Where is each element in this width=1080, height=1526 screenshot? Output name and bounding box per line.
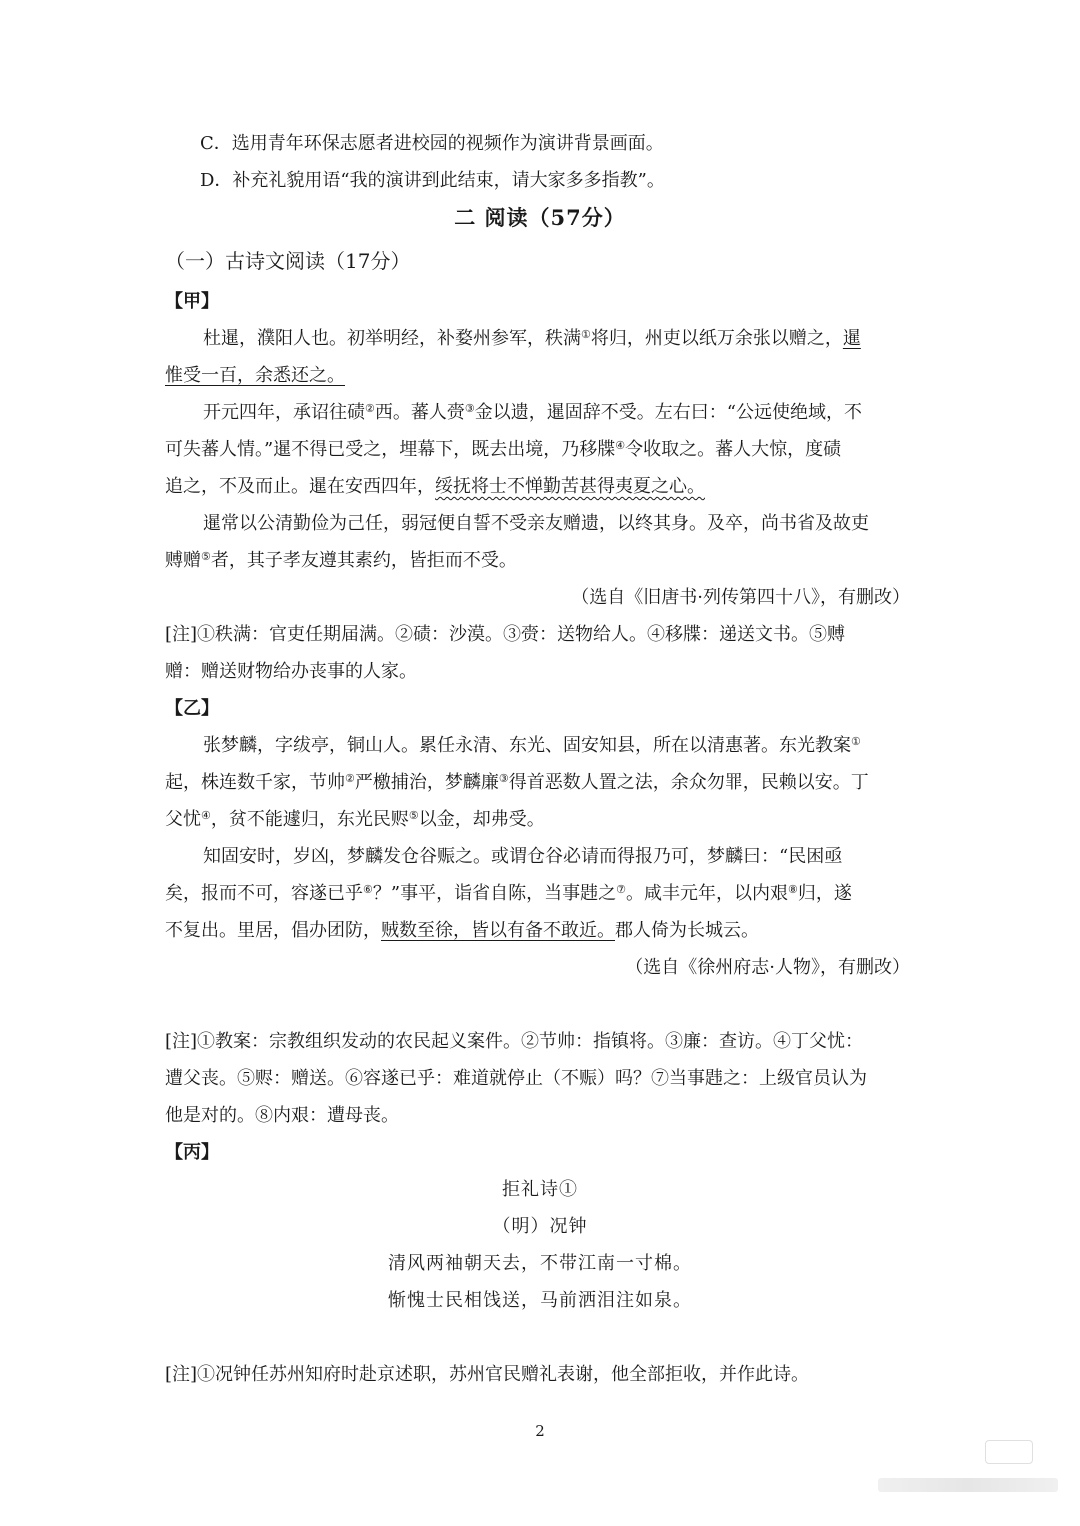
underlined-sentence: 暹 xyxy=(842,328,861,349)
poem-line-2: 惭愧士民相饯送，马前洒泪注如泉。 xyxy=(388,1290,692,1311)
page-number: 2 xyxy=(535,1422,545,1440)
footnote-mark: ⑤ xyxy=(408,809,419,822)
yi-paragraph-1-line-2: 起，株连数千家，节帅②严檄捕治，梦麟廉③得首恶数人置之法，余众勿罪，民赖以安。丁 xyxy=(165,772,869,793)
section-title: 二 阅读（57分） xyxy=(454,205,626,230)
yi-source: （选自《徐州府志·人物》，有删改） xyxy=(625,957,910,978)
yi-paragraph-2-line-1: 知固安时，岁凶，梦麟发仓谷赈之。或谓仓谷必请而得报乃可，梦麟曰：“民困亟 xyxy=(203,846,843,867)
jia-source: （选自《旧唐书·列传第四十八》，有删改） xyxy=(571,587,910,608)
bing-note: [注]①况钟任苏州知府时赴京述职，苏州官民赠礼表谢，他全部拒收，并作此诗。 xyxy=(165,1364,810,1385)
poem-title: 拒礼诗① xyxy=(502,1179,578,1200)
passage-yi-label: 【乙】 xyxy=(165,698,219,719)
option-c: C．选用青年环保志愿者进校园的视频作为演讲背景画面。 xyxy=(200,133,664,154)
yi-paragraph-1-line-3: 父忧④，贫不能遽归，东光民赆⑤以金，却弗受。 xyxy=(165,809,545,830)
underlined-sentence: 惟受一百，余悉还之。 xyxy=(165,365,345,386)
subsection-title: （一）古诗文阅读（17分） xyxy=(165,249,411,273)
option-d: D．补充礼貌用语“我的演讲到此结束，请大家多多指教”。 xyxy=(200,170,665,191)
footnote-mark: ④ xyxy=(201,809,211,822)
underlined-sentence: 绥抚将士不惮勤苦甚得夷夏之心。 xyxy=(435,476,705,497)
footnote-mark: ⑧ xyxy=(787,883,798,896)
jia-paragraph-2-line-2: 可失蕃人情。”暹不得已受之，埋幕下，既去出境，乃移牒④令收取之。蕃人大惊，度碛 xyxy=(165,439,842,460)
footnote-mark: ① xyxy=(851,735,861,748)
yi-paragraph-2-line-2: 矣，报而不可，容遂已乎⑥？”事平，诣省自陈，当事韪之⑦。咸丰元年，以内艰⑧归，遂 xyxy=(165,883,852,904)
footnote-mark: ④ xyxy=(615,439,626,452)
jia-paragraph-1-line-2 xyxy=(165,363,345,389)
jia-note-line-2: 赠：赠送财物给办丧事的人家。 xyxy=(165,661,417,682)
jia-paragraph-3-line-1: 暹常以公清勤俭为己任，弱冠便自誓不受亲友赠遗，以终其身。及卒，尚书省及故吏 xyxy=(203,513,869,534)
footnote-mark: ⑥ xyxy=(363,883,373,896)
yi-paragraph-1-line-1: 张梦麟，字绂亭，铜山人。累任永清、东光、固安知县，所在以清惠著。东光教案① xyxy=(203,735,861,756)
passage-bing-label: 【丙】 xyxy=(165,1142,219,1163)
underlined-sentence: 贼数至徐，皆以有备不敢近。 xyxy=(381,920,615,941)
jia-paragraph-3-line-2: 赙赠⑤者，其子孝友遵其素约，皆拒而不受。 xyxy=(165,550,517,571)
watermark-logo xyxy=(985,1440,1033,1464)
poem-line-1: 清风两袖朝天去，不带江南一寸棉。 xyxy=(388,1253,692,1274)
yi-note-line-3: 他是对的。⑧内艰：遭母丧。 xyxy=(165,1105,399,1126)
yi-note-line-1: [注]①教案：宗教组织发动的农民起义案件。②节帅：指镇将。③廉：查访。④丁父忧： xyxy=(165,1031,864,1052)
yi-note-line-2: 遭父丧。⑤赆：赠送。⑥容遂已乎：难道就停止（不赈）吗？⑦当事韪之：上级官员认为 xyxy=(165,1068,867,1089)
yi-paragraph-2-line-3: 不复出。里居，倡办团防，贼数至徐，皆以有备不敢近。郡人倚为长城云。 xyxy=(165,920,759,941)
jia-note-line-1: [注]①秩满：官吏任期届满。②碛：沙漠。③赍：送物给人。④移牒：递送文书。⑤赙 xyxy=(165,624,846,645)
footnote-mark: ⑦ xyxy=(616,883,626,896)
footnote-mark: ① xyxy=(581,328,591,341)
jia-paragraph-1-line-1: 杜暹，濮阳人也。初举明经，补婺州参军，秩满①将归，州吏以纸万余张以赠之，暹 xyxy=(203,328,861,349)
jia-paragraph-2-line-1: 开元四年，承诏往碛②西。蕃人赍③金以遗，暹固辞不受。左右曰：“公远使绝域，不 xyxy=(203,402,862,423)
watermark-text-bar xyxy=(878,1478,1058,1492)
jia-paragraph-2-line-3: 追之，不及而止。暹在安西四年，绥抚将士不惮勤苦甚得夷夏之心。 xyxy=(165,476,705,497)
footnote-mark: ② xyxy=(365,402,375,415)
footnote-mark: ③ xyxy=(464,402,475,415)
footnote-mark: ③ xyxy=(498,772,509,785)
passage-jia-label: 【甲】 xyxy=(165,291,219,312)
footnote-mark: ② xyxy=(345,772,355,785)
footnote-mark: ⑤ xyxy=(201,550,211,563)
poem-author: （明）况钟 xyxy=(492,1216,588,1237)
